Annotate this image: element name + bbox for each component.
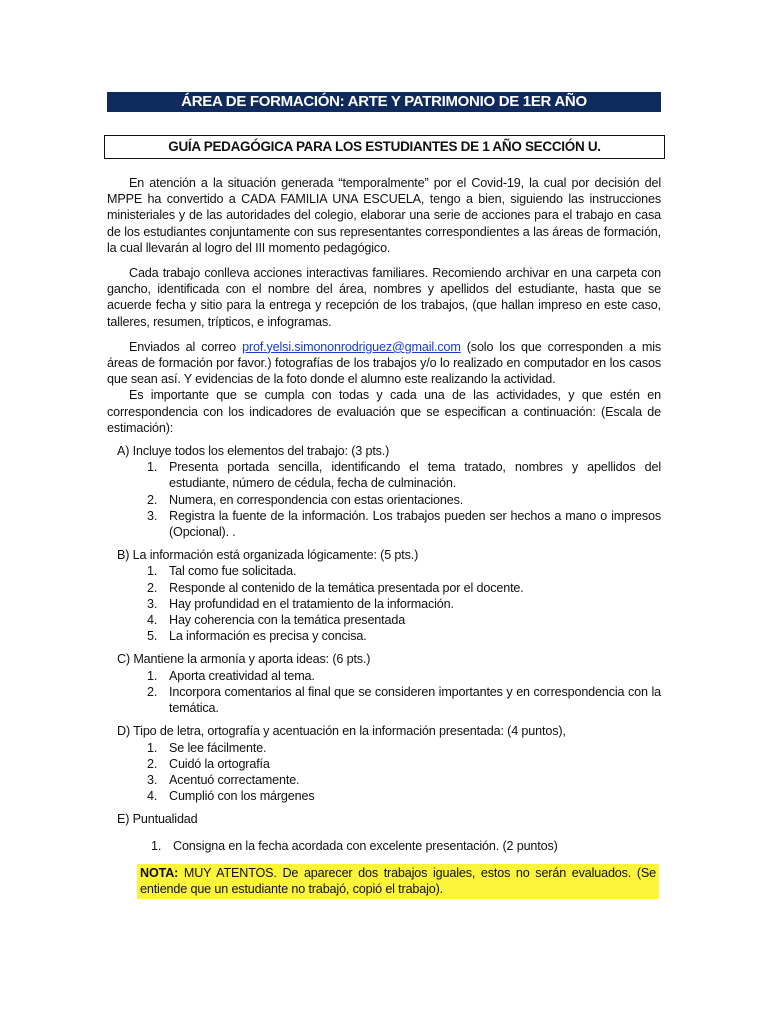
item-number: 3. xyxy=(147,772,158,787)
email-link[interactable]: prof.yelsi.simononrodriguez@gmail.com xyxy=(242,339,461,354)
guide-subtitle: GUÍA PEDAGÓGICA PARA LOS ESTUDIANTES DE 1 AÑO SECCIÓN U. xyxy=(104,135,665,159)
item-text: Registra la fuente de la información. Los trabajos pueden ser hechos a mano o impresos (Opcional). . xyxy=(169,508,661,540)
item-text: Consigna en la fecha acordada con excelente presentación. (2 puntos) xyxy=(173,838,558,853)
criteria-list xyxy=(117,668,661,717)
criteria-section-a xyxy=(117,443,661,540)
item-number: 4. xyxy=(147,613,158,628)
item-number: 1. xyxy=(147,460,158,475)
list-item xyxy=(117,508,661,540)
item-text: Incorpora comentarios al final que se consideren importantes y en correspondencia con la temática. xyxy=(169,684,661,716)
item-number: 2. xyxy=(147,492,158,507)
item-text: Acentuó correctamente. xyxy=(169,772,300,787)
item-text: Se lee fácilmente. xyxy=(169,740,267,755)
section-title: C) Mantiene la armonía y aporta ideas: (6 pts.) xyxy=(117,652,371,667)
list-item xyxy=(117,492,661,508)
item-text: Hay coherencia con la temática presentada xyxy=(169,613,406,628)
note-label: NOTA: xyxy=(140,865,179,880)
paragraph-evaluation: Es importante que se cumpla con todas y cada una de las actividades, y que estén en correspondencia con los indicadores de evaluación que se especifican a continuación: (Escala de estimación): xyxy=(107,388,661,435)
email-intro-text: Enviados al correo xyxy=(129,339,243,354)
list-item xyxy=(117,668,661,684)
item-number: 5. xyxy=(147,629,158,644)
list-item xyxy=(117,772,661,788)
section-title: E) Puntualidad xyxy=(117,812,198,827)
item-text: Hay profundidad en el tratamiento de la información. xyxy=(169,596,454,611)
list-item xyxy=(117,459,661,491)
criteria-section-d xyxy=(117,723,661,804)
item-text: La información es precisa y concisa. xyxy=(169,629,367,644)
item-text: Presenta portada sencilla, identificando el tema tratado, nombres y apellidos del estudiante, número de cédula, fecha de culminación. xyxy=(169,460,661,491)
list-item xyxy=(117,563,661,579)
section-title: A) Incluye todos los elementos del trabajo: (3 pts.) xyxy=(117,444,390,459)
item-number: 1. xyxy=(147,564,158,579)
list-item xyxy=(117,580,661,596)
list-item xyxy=(117,628,661,644)
email-after-text: (solo los que corresponden a mis áreas de formación por favor.) fotografías de los trabajos y/o lo realizado en computador en los casos que sean así. Y evidencias de la foto donde el alumno este realizando la actividad. xyxy=(107,339,661,387)
list-item xyxy=(117,612,661,628)
item-number: 3. xyxy=(147,508,158,523)
item-number: 2. xyxy=(147,684,158,699)
paragraph-intro: En atención a la situación generada “temporalmente” por el Covid-19, la cual por decisión del MPPE ha convertido a CADA FAMILIA UNA ESCUELA, tengo a bien, siguiendo las instrucciones ministeriales y de las autoridades del colegio, elaborar una serie de acciones para el trabajo en casa de los estudiantes conjuntamente con sus representantes correspondientes a las áreas de formación, la cual llevarán al logro del III momento pedagógico. xyxy=(107,176,661,255)
paragraph-email xyxy=(107,339,661,388)
list-item xyxy=(117,756,661,772)
list-item xyxy=(117,788,661,804)
list-item xyxy=(117,740,661,756)
item-number: 3. xyxy=(147,596,158,611)
criteria-list xyxy=(117,563,661,644)
item-number: 1. xyxy=(147,668,158,683)
criteria-list xyxy=(117,459,661,540)
list-item xyxy=(117,596,661,612)
list-item xyxy=(117,684,661,716)
highlighted-note xyxy=(137,864,659,899)
item-text: Tal como fue solicitada. xyxy=(169,564,297,579)
item-text: Cuidó la ortografía xyxy=(169,756,270,771)
section-title: D) Tipo de letra, ortografía y acentuación en la información presentada: (4 puntos), xyxy=(117,724,566,739)
item-text: Numera, en correspondencia con estas orientaciones. xyxy=(169,492,464,507)
list-item xyxy=(117,838,661,854)
section-title: B) La información está organizada lógicamente: (5 pts.) xyxy=(117,548,419,563)
paragraph-instructions: Cada trabajo conlleva acciones interactivas familiares. Recomiendo archivar en una carpeta con gancho, identificada con el nombre del área, nombres y apellidos del estudiante, hasta que se acuerde fecha y sitio para la entrega y recepción de los trabajos, (que hallan impreso en este caso, talleres, resumen, trípticos, e infogramas. xyxy=(107,266,661,329)
item-number: 1. xyxy=(147,740,158,755)
item-number: 2. xyxy=(147,580,158,595)
criteria-section-e xyxy=(117,811,661,853)
item-text: Aporta creatividad al tema. xyxy=(169,668,315,683)
criteria-section-b xyxy=(117,547,661,644)
page-title: ÁREA DE FORMACIÓN: ARTE Y PATRIMONIO DE 1ER AÑO xyxy=(107,92,661,112)
item-number: 1. xyxy=(151,838,162,853)
item-number: 2. xyxy=(147,756,158,771)
item-text: Cumplió con los márgenes xyxy=(169,789,315,804)
document-body xyxy=(107,175,661,899)
note-text: MUY ATENTOS. De aparecer dos trabajos iguales, estos no serán evaluados. (Se entiende que un estudiante no trabajó, copió el trabajo). xyxy=(140,865,656,896)
item-number: 4. xyxy=(147,789,158,804)
criteria-list xyxy=(117,740,661,805)
criteria-section-c xyxy=(117,651,661,716)
item-text: Responde al contenido de la temática presentada por el docente. xyxy=(169,580,524,595)
